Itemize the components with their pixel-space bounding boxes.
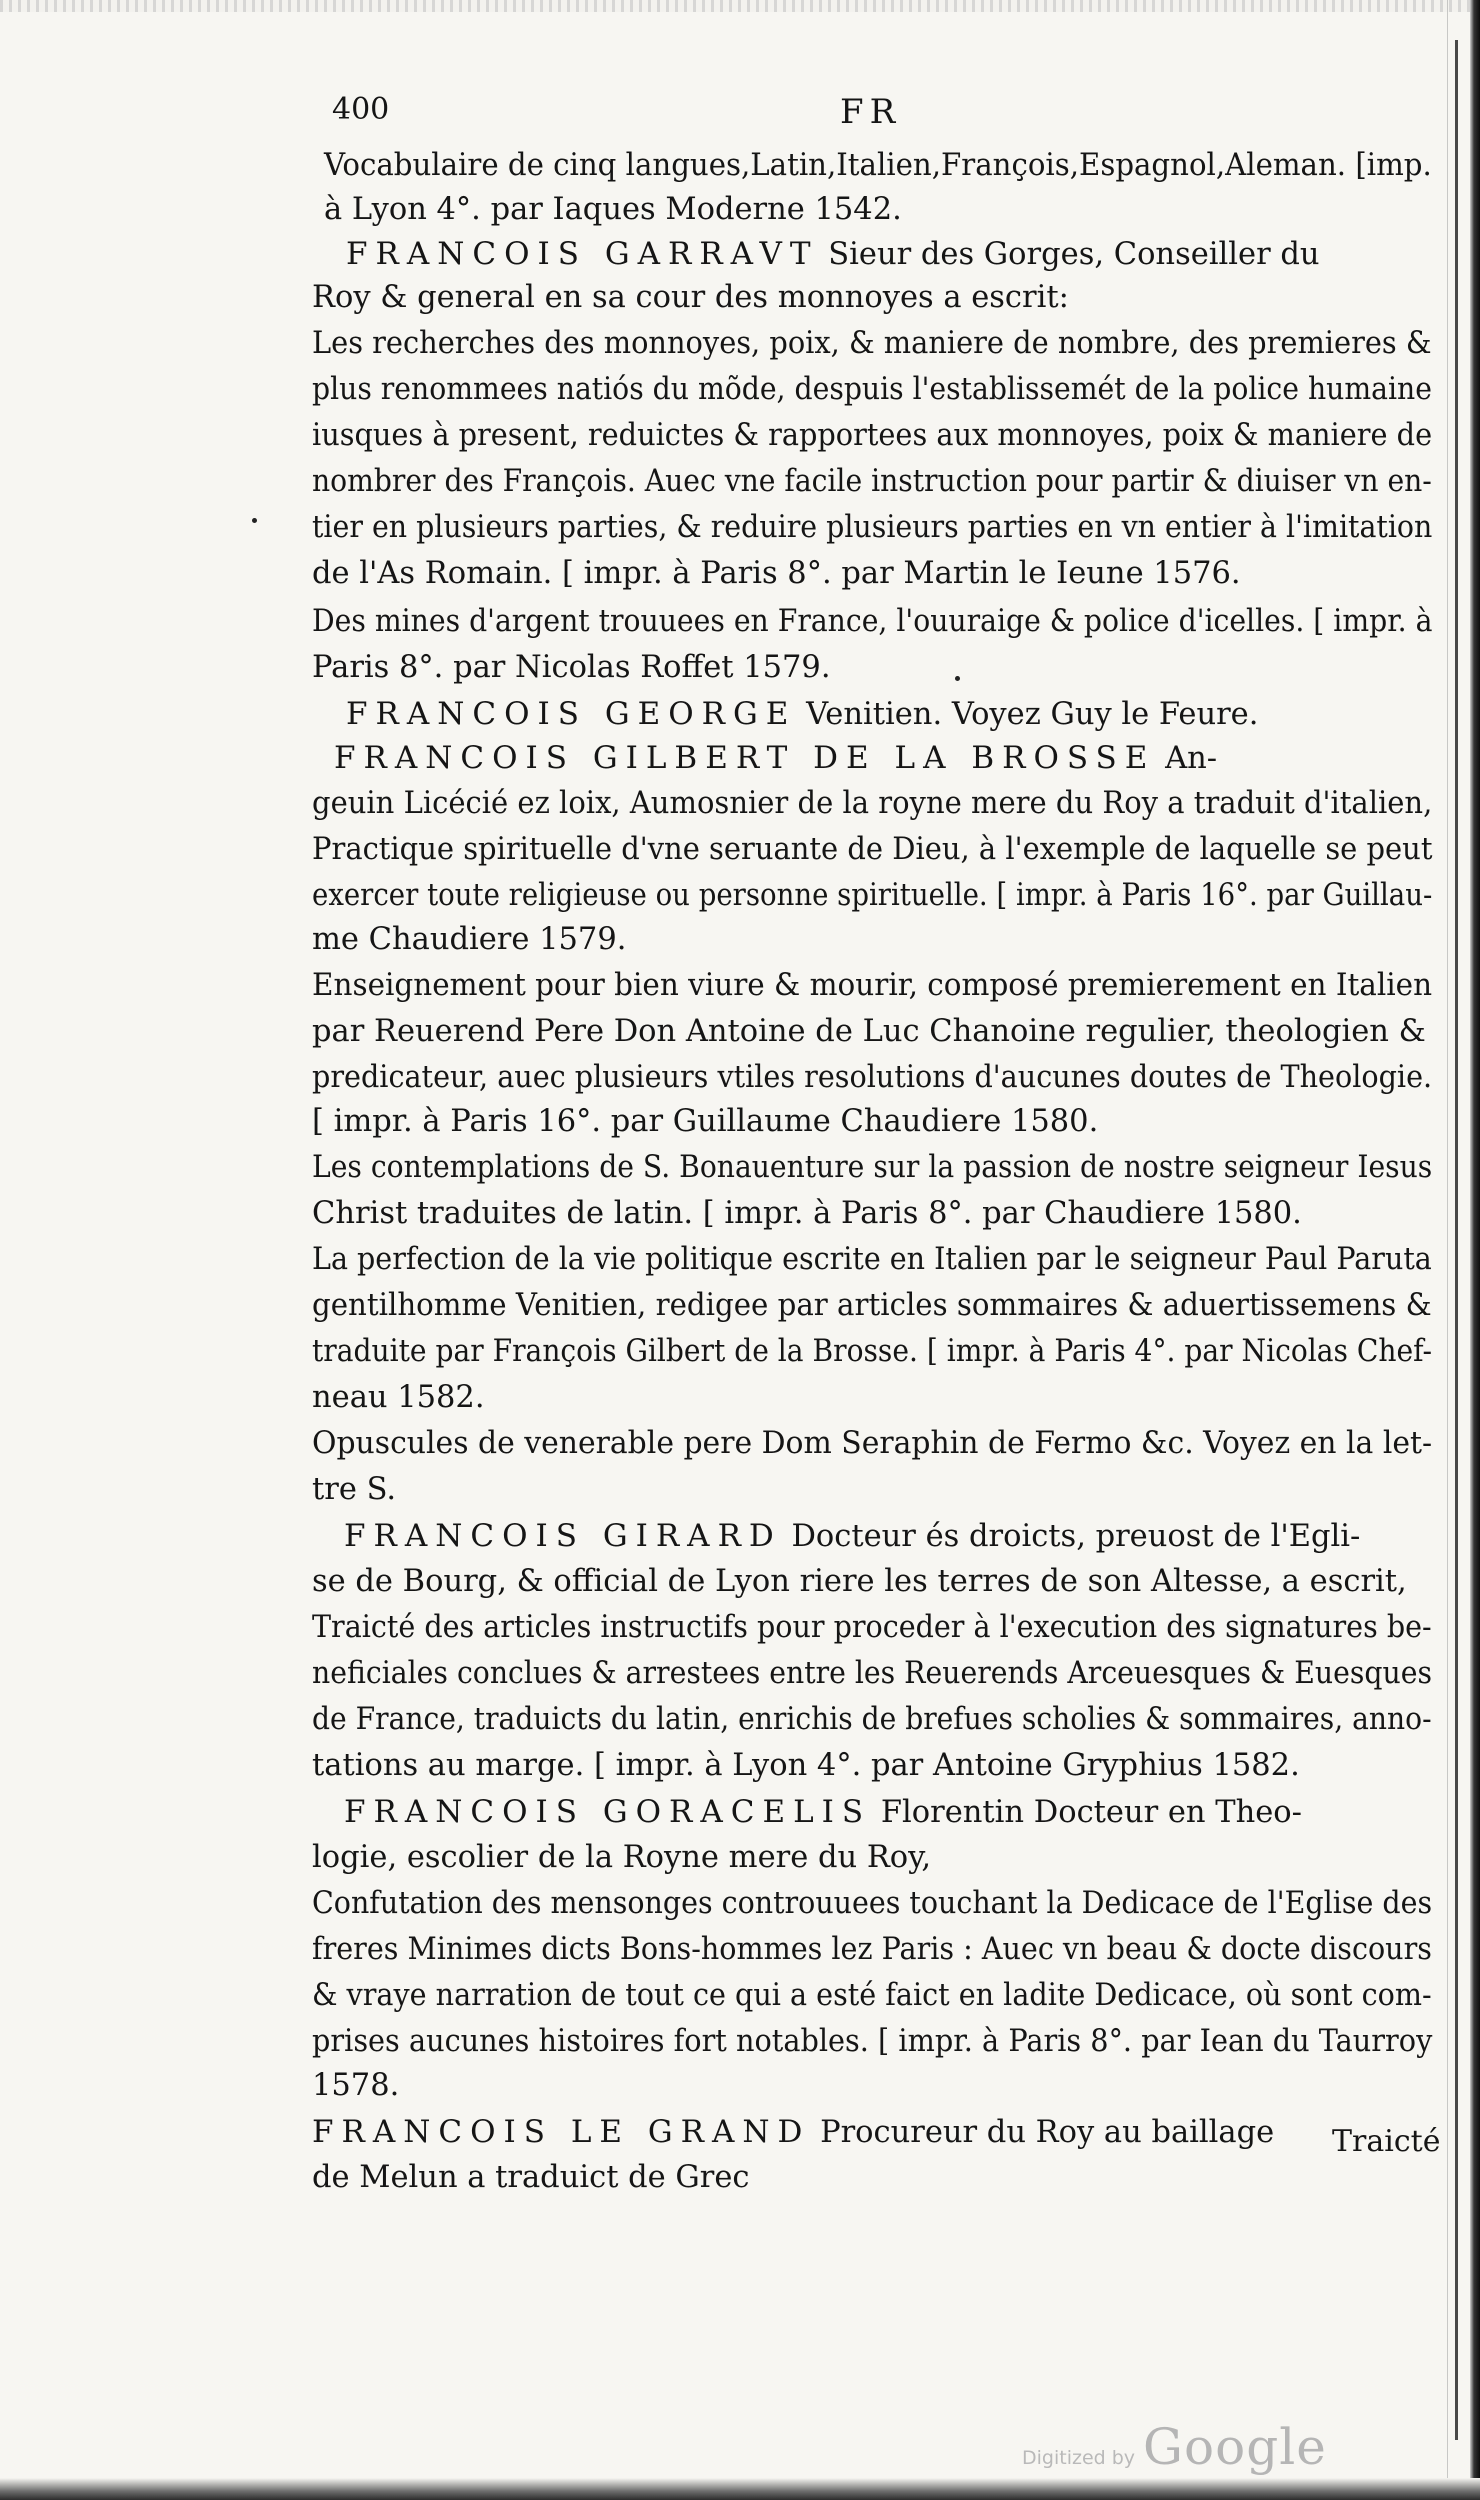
line-text: me Chaudiere 1579.: [312, 922, 627, 957]
author-name: FRANCOIS GILBERT DE LA BROSSE: [334, 740, 1156, 776]
digitized-by-google-watermark: [1022, 2418, 1327, 2476]
line-text: Traicté des articles instructifs pour proceder à l'execution des signatures be-: [312, 1610, 1432, 1645]
line-text: plus renommees natiós du mõde, despuis l'establissemét de la police humaine: [312, 372, 1432, 407]
line-text: de France, traduicts du latin, enrichis de brefues scholies & sommaires, anno-: [312, 1702, 1432, 1737]
line-text: Vocabulaire de cinq langues,Latin,Italien,François,Espagnol,Aleman. [imp.: [324, 148, 1432, 183]
google-logo: Google: [1143, 2418, 1327, 2476]
line-text: iusques à present, reduictes & rapportees aux monnoyes, poix & maniere de: [312, 418, 1433, 453]
text-line: [312, 1744, 1300, 1788]
line-text: Confutation des mensonges controuuees touchant la Dedicace de l'Eglise des: [312, 1886, 1433, 1921]
page-number: 400: [332, 92, 390, 127]
line-text: Venitien. Voyez Guy le Feure.: [796, 697, 1259, 732]
line-text: Christ traduites de latin. [ impr. à Paris 8°. par Chaudiere 1580.: [312, 1196, 1302, 1231]
margin-mark: [955, 676, 960, 681]
text-line: [312, 874, 1432, 918]
text-line: [312, 1882, 1432, 1926]
line-text: Florentin Docteur en Theo-: [871, 1795, 1302, 1830]
line-text: traduite par François Gilbert de la Brosse. [ impr. à Paris 4°. par Nicolas Chef-: [312, 1334, 1433, 1369]
text-line: [312, 964, 1432, 1008]
line-text: exercer toute religieuse ou personne spirituelle. [ impr. à Paris 16°. par Guillau-: [312, 878, 1433, 913]
binding-edge: [1455, 40, 1458, 2440]
bottom-edge-shadow: [0, 2478, 1480, 2500]
entry-heading-line: [346, 232, 1320, 277]
line-text: 1578.: [312, 2068, 400, 2103]
text-line: [312, 368, 1432, 412]
text-line: [312, 828, 1432, 872]
line-text: Les contemplations de S. Bonauenture sur la passion de nostre seigneur Iesus: [312, 1150, 1433, 1185]
line-text: & vraye narration de tout ce qui a esté faict en ladite Dedicace, où sont com-: [312, 1978, 1432, 2013]
text-line: [312, 276, 1069, 320]
watermark-prefix: Digitized by: [1022, 2447, 1136, 2469]
author-name: FRANCOIS LE GRAND: [312, 2114, 811, 2150]
text-line: [312, 1056, 1432, 1100]
author-name: FRANCOIS GIRARD: [344, 1518, 782, 1554]
author-name: FRANCOIS GARRAVT: [346, 236, 819, 272]
text-line: [312, 1376, 485, 1420]
line-text: prises aucunes histoires fort notables. [ impr. à Paris 8°. par Iean du Taurroy: [312, 2024, 1433, 2059]
line-text: Sieur des Gorges, Conseiller du: [818, 237, 1320, 272]
line-text: à Lyon 4°. par Iaques Moderne 1542.: [324, 192, 902, 227]
line-text: tier en plusieurs parties, & reduire plusieurs parties en vn entier à l'imitation: [312, 510, 1433, 545]
entry-heading-line: [334, 736, 1217, 781]
line-text: Opuscules de venerable pere Dom Seraphin de Fermo &c. Voyez en la let-: [312, 1426, 1433, 1461]
line-text: Practique spirituelle d'vne seruante de Dieu, à l'exemple de laquelle se peut: [312, 832, 1433, 867]
entry-heading-line: [344, 1514, 1360, 1559]
text-line: [312, 322, 1432, 366]
text-line: [312, 1560, 1407, 1604]
line-text: La perfection de la vie politique escrite en Italien par le seigneur Paul Paruta: [312, 1242, 1432, 1277]
entry-heading-line: [344, 1790, 1302, 1835]
text-line: [312, 506, 1432, 550]
text-line: [312, 1238, 1432, 1282]
line-text: Procureur du Roy au baillage: [810, 2115, 1275, 2150]
text-line: [312, 1652, 1432, 1696]
text-line: [312, 1192, 1302, 1236]
top-edge-shadow: [0, 0, 1480, 12]
text-line: [312, 1422, 1432, 1466]
text-line: [312, 2156, 749, 2200]
line-text: neau 1582.: [312, 1380, 485, 1415]
text-line: [312, 1974, 1432, 2018]
line-text: freres Minimes dicts Bons-hommes lez Paris : Auec vn beau & docte discours: [312, 1932, 1432, 1967]
text-line: [324, 144, 1432, 188]
text-line: [312, 1146, 1432, 1190]
text-line: [312, 1698, 1432, 1742]
text-line: [312, 1100, 1098, 1144]
text-line: [312, 600, 1432, 644]
line-text: de Melun a traduict de Grec: [312, 2160, 750, 2195]
line-text: tre S.: [312, 1472, 397, 1507]
text-line: [312, 1284, 1432, 1328]
text-line: [312, 782, 1432, 826]
entry-heading-line: [346, 692, 1258, 737]
line-text: Roy & general en sa cour des monnoyes a escrit:: [312, 280, 1069, 315]
catchword: Traicté: [1332, 2124, 1441, 2159]
line-text: Enseignement pour bien viure & mourir, composé premierement en Italien: [312, 968, 1433, 1003]
line-text: se de Bourg, & official de Lyon riere les terres de son Altesse, a escrit,: [312, 1564, 1407, 1599]
line-text: neficiales conclues & arrestees entre les Reuerends Arceuesques & Euesques: [312, 1656, 1432, 1691]
gutter-line: [1447, 0, 1448, 2500]
text-line: [312, 1330, 1432, 1374]
author-name: FRANCOIS GEORGE: [346, 696, 797, 732]
running-head: FR: [840, 92, 902, 132]
text-line: [312, 918, 626, 962]
text-line: [312, 1606, 1432, 1650]
text-line: [312, 646, 831, 690]
line-text: logie, escolier de la Royne mere du Roy,: [312, 1840, 932, 1875]
text-line: [312, 1836, 931, 1880]
author-name: FRANCOIS GORACELIS: [344, 1794, 872, 1830]
entry-heading-line: [312, 2110, 1274, 2155]
line-text: nombrer des François. Auec vne facile instruction pour partir & diuiser vn en-: [312, 464, 1432, 499]
text-line: [312, 460, 1432, 504]
text-line: [312, 1010, 1426, 1054]
text-line: [312, 1468, 396, 1512]
line-text: Les recherches des monnoyes, poix, & maniere de nombre, des premieres &: [312, 326, 1432, 361]
text-line: [312, 2020, 1432, 2064]
line-text: [ impr. à Paris 16°. par Guillaume Chaudiere 1580.: [312, 1104, 1099, 1139]
line-text: de l'As Romain. [ impr. à Paris 8°. par Martin le Ieune 1576.: [312, 556, 1241, 591]
text-line: [312, 2064, 399, 2108]
line-text: par Reuerend Pere Don Antoine de Luc Chanoine regulier, theologien &: [312, 1014, 1426, 1049]
text-line: [324, 188, 902, 232]
line-text: predicateur, auec plusieurs vtiles resolutions d'aucunes doutes de Theologie.: [312, 1060, 1433, 1095]
right-edge-shadow: [1470, 0, 1480, 2500]
text-line: [312, 1928, 1432, 1972]
margin-mark: [252, 518, 257, 523]
text-line: [312, 552, 1241, 596]
line-text: tations au marge. [ impr. à Lyon 4°. par Antoine Gryphius 1582.: [312, 1748, 1300, 1783]
line-text: Des mines d'argent trouuees en France, l'ouuraige & police d'icelles. [ impr. à: [312, 604, 1433, 639]
line-text: Paris 8°. par Nicolas Roffet 1579.: [312, 650, 831, 685]
text-line: [312, 414, 1432, 458]
line-text: geuin Licécié ez loix, Aumosnier de la royne mere du Roy a traduit d'italien,: [312, 786, 1433, 821]
line-text: gentilhomme Venitien, redigee par articles sommaires & aduertissemens &: [312, 1288, 1432, 1323]
line-text: An-: [1155, 741, 1218, 776]
line-text: Docteur és droicts, preuost de l'Egli-: [781, 1519, 1361, 1554]
